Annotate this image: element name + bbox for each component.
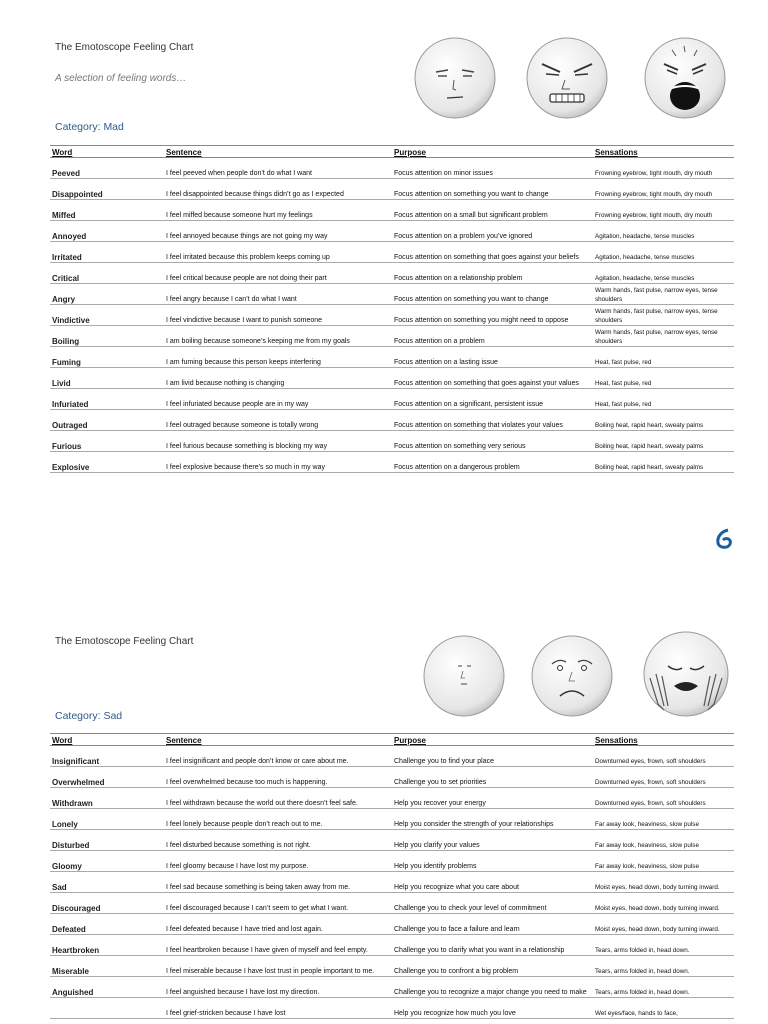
word-cell: Gloomy [50,851,164,872]
sentence-cell: I feel critical because people are not doing their part [164,263,392,284]
sensations-cell: Far away look, heaviness, slow pulse [593,830,734,851]
table-row [50,284,734,305]
sentence-cell: I feel peeved when people don’t do what I want [164,158,392,179]
sentence-cell: I am livid because nothing is changing [164,368,392,389]
page2-title: The Emotoscope Feeling Chart [55,636,194,647]
table-row [50,368,734,389]
sentence-cell: I feel miserable because I have lost trust in people important to me. [164,956,392,977]
publisher-logo-icon [716,528,732,550]
table-row [50,914,734,935]
word-cell: Outraged [50,410,164,431]
table-row [50,263,734,284]
sad-faces-drawing [420,626,732,722]
table-row [50,830,734,851]
sensations-cell: Warm hands, fast pulse, narrow eyes, tense shoulders [593,305,734,326]
sentence-cell: I feel grief-stricken because I have lost [164,998,392,1019]
purpose-cell: Focus attention on a significant, persistent issue [392,389,593,410]
sensations-cell: Frowning eyebrow, tight mouth, dry mouth [593,158,734,179]
table-row [50,431,734,452]
purpose-cell: Focus attention on something that goes against your beliefs [392,242,593,263]
word-cell: Insignificant [50,746,164,767]
sentence-cell: I feel discouraged because I can’t seem to get what I want. [164,893,392,914]
sensations-cell: Far away look, heaviness, slow pulse [593,851,734,872]
word-cell: Critical [50,263,164,284]
sentence-cell: I feel overwhelmed because too much is happening. [164,767,392,788]
purpose-cell: Focus attention on something you want to change [392,179,593,200]
sad-face-icon [532,636,612,716]
table-row [50,893,734,914]
sentence-column-header: Sentence [164,146,392,158]
sensations-cell: Heat, fast pulse, red [593,347,734,368]
word-cell: Peeved [50,158,164,179]
sentence-cell: I feel anguished because I have lost my direction. [164,977,392,998]
word-cell: Miffed [50,200,164,221]
sensations-cell: Agitation, headache, tense muscles [593,221,734,242]
table-row [50,851,734,872]
purpose-column-header: Purpose [392,734,593,746]
purpose-cell: Help you recover your energy [392,788,593,809]
page1-title: The Emotoscope Feeling Chart [55,42,194,53]
sentence-cell: I am boiling because someone’s keeping me from my goals [164,326,392,347]
purpose-cell: Focus attention on a relationship problem [392,263,593,284]
word-cell: Heartbroken [50,935,164,956]
purpose-cell: Challenge you to clarify what you want in a relationship [392,935,593,956]
sentence-column-header: Sentence [164,734,392,746]
sentence-cell: I feel lonely because people don’t reach out to me. [164,809,392,830]
purpose-cell: Challenge you to find your place [392,746,593,767]
mad-feelings-table [50,145,734,473]
table-row [50,347,734,368]
sensations-cell: Moist eyes, head down, body turning inward. [593,893,734,914]
sentence-cell: I feel sad because something is being taken away from me. [164,872,392,893]
sentence-cell: I feel outraged because someone is totally wrong [164,410,392,431]
sentence-cell: I feel miffed because someone hurt my feelings [164,200,392,221]
purpose-cell: Focus attention on a small but significant problem [392,200,593,221]
angry-face-icon [527,38,607,118]
sensations-cell: Warm hands, fast pulse, narrow eyes, tense shoulders [593,326,734,347]
sensations-cell: Tears, arms folded in, head down. [593,977,734,998]
purpose-cell: Help you identify problems [392,851,593,872]
sentence-cell: I feel disturbed because something is not right. [164,830,392,851]
sensations-cell: Downturned eyes, frown, soft shoulders [593,788,734,809]
purpose-cell: Focus attention on something you want to change [392,284,593,305]
purpose-cell: Focus attention on a lasting issue [392,347,593,368]
word-cell: Furious [50,431,164,452]
table-row [50,998,734,1019]
purpose-cell: Challenge you to confront a big problem [392,956,593,977]
table-row [50,746,734,767]
purpose-cell: Help you recognize what you care about [392,872,593,893]
sensations-cell: Boiling heat, rapid heart, sweaty palms [593,431,734,452]
word-cell: Annoyed [50,221,164,242]
sentence-cell: I feel irritated because this problem keeps coming up [164,242,392,263]
sensations-cell: Agitation, headache, tense muscles [593,242,734,263]
sad-feelings-table [50,733,734,1019]
word-cell: Fuming [50,347,164,368]
table-row [50,767,734,788]
sentence-cell: I feel withdrawn because the world out there doesn’t feel safe. [164,788,392,809]
table-row [50,242,734,263]
sensations-cell: Warm hands, fast pulse, narrow eyes, tense shoulders [593,284,734,305]
sensations-cell: Moist eyes, head down, body turning inward. [593,872,734,893]
table-row [50,977,734,998]
sensations-cell: Boiling heat, rapid heart, sweaty palms [593,410,734,431]
page1-category: Category: Mad [55,121,124,133]
purpose-cell: Help you recognize how much you love [392,998,593,1019]
purpose-cell: Focus attention on a problem [392,326,593,347]
sensations-cell: Agitation, headache, tense muscles [593,263,734,284]
sensations-cell: Wet eyes/face, hands to face, [593,998,734,1019]
table-row [50,788,734,809]
sentence-cell: I am fuming because this person keeps interfering [164,347,392,368]
table-row [50,410,734,431]
purpose-cell: Focus attention on a problem you’ve ignored [392,221,593,242]
table-row [50,305,734,326]
word-cell: Livid [50,368,164,389]
sensations-cell: Far away look, heaviness, slow pulse [593,809,734,830]
sad-table-header [50,734,734,746]
table-row [50,872,734,893]
insignificant-face-icon [424,636,504,716]
sentence-cell: I feel disappointed because things didn’t go as I expected [164,179,392,200]
table-row [50,956,734,977]
table-row [50,809,734,830]
purpose-cell: Help you clarify your values [392,830,593,851]
sensations-cell: Heat, fast pulse, red [593,368,734,389]
sensations-column-header: Sensations [593,734,734,746]
purpose-cell: Challenge you to recognize a major change you need to make [392,977,593,998]
word-cell [50,998,164,1019]
word-cell: Lonely [50,809,164,830]
sentence-cell: I feel annoyed because things are not going my way [164,221,392,242]
purpose-cell: Challenge you to set priorities [392,767,593,788]
purpose-cell: Focus attention on something very serious [392,431,593,452]
sentence-cell: I feel angry because I can’t do what I want [164,284,392,305]
sentence-cell: I feel insignificant and people don’t know or care about me. [164,746,392,767]
purpose-cell: Focus attention on something that violates your values [392,410,593,431]
sensations-cell: Moist eyes, head down, body turning inward. [593,914,734,935]
mad-table-header [50,146,734,158]
sensations-cell: Frowning eyebrow, tight mouth, dry mouth [593,200,734,221]
sensations-cell: Heat, fast pulse, red [593,389,734,410]
word-cell: Explosive [50,452,164,473]
table-row [50,200,734,221]
sentence-cell: I feel gloomy because I have lost my purpose. [164,851,392,872]
sad-faces-illustration [420,626,732,722]
word-cell: Boiling [50,326,164,347]
sensations-cell: Tears, arms folded in, head down. [593,935,734,956]
word-cell: Angry [50,284,164,305]
word-cell: Irritated [50,242,164,263]
sentence-cell: I feel furious because something is blocking my way [164,431,392,452]
purpose-column-header: Purpose [392,146,593,158]
sentence-cell: I feel defeated because I have tried and lost again. [164,914,392,935]
sensations-cell: Downturned eyes, frown, soft shoulders [593,767,734,788]
explosive-face-icon [645,38,725,118]
table-row [50,179,734,200]
word-column-header: Word [50,734,164,746]
page2-category: Category: Sad [55,710,123,722]
peeved-face-icon [415,38,495,118]
sensations-cell: Frowning eyebrow, tight mouth, dry mouth [593,179,734,200]
purpose-cell: Focus attention on something you might need to oppose [392,305,593,326]
sensations-cell: Downturned eyes, frown, soft shoulders [593,746,734,767]
mad-faces-drawing [410,34,730,122]
word-cell: Discouraged [50,893,164,914]
sentence-cell: I feel heartbroken because I have given of myself and feel empty. [164,935,392,956]
purpose-cell: Challenge you to face a failure and learn [392,914,593,935]
sentence-cell: I feel explosive because there’s so much in my way [164,452,392,473]
word-cell: Withdrawn [50,788,164,809]
word-cell: Overwhelmed [50,767,164,788]
table-row [50,326,734,347]
word-cell: Sad [50,872,164,893]
word-cell: Defeated [50,914,164,935]
table-row [50,452,734,473]
sensations-cell: Tears, arms folded in, head down. [593,956,734,977]
anguished-face-icon [644,632,728,716]
page1-subtitle: A selection of feeling words… [55,73,187,84]
table-row [50,389,734,410]
word-cell: Disappointed [50,179,164,200]
word-column-header: Word [50,146,164,158]
table-row [50,158,734,179]
purpose-cell: Focus attention on something that goes against your values [392,368,593,389]
word-cell: Disturbed [50,830,164,851]
sentence-cell: I feel infuriated because people are in my way [164,389,392,410]
word-cell: Infuriated [50,389,164,410]
word-cell: Miserable [50,956,164,977]
word-cell: Anguished [50,977,164,998]
purpose-cell: Challenge you to check your level of commitment [392,893,593,914]
sensations-cell: Boiling heat, rapid heart, sweaty palms [593,452,734,473]
purpose-cell: Focus attention on minor issues [392,158,593,179]
mad-faces-illustration [410,34,730,122]
word-cell: Vindictive [50,305,164,326]
sentence-cell: I feel vindictive because I want to punish someone [164,305,392,326]
sensations-column-header: Sensations [593,146,734,158]
purpose-cell: Help you consider the strength of your relationships [392,809,593,830]
purpose-cell: Focus attention on a dangerous problem [392,452,593,473]
table-row [50,221,734,242]
table-row [50,935,734,956]
